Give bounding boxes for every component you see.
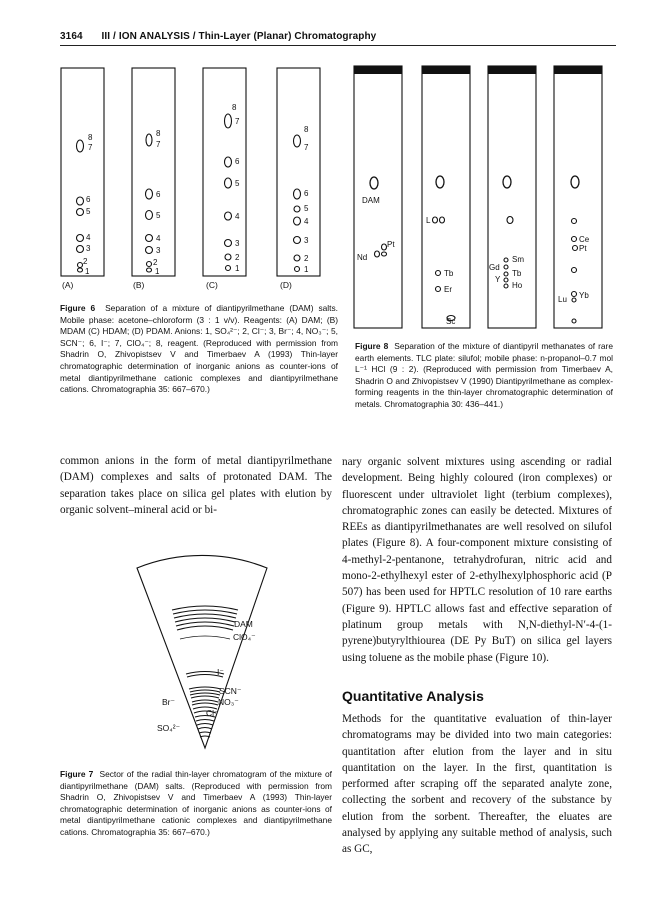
figure-6 xyxy=(58,60,340,295)
spot-num: 8 xyxy=(304,125,309,134)
spot-num: 4 xyxy=(156,234,161,243)
lane-1-spots xyxy=(375,244,387,257)
figure-6-chromatograms xyxy=(58,60,340,295)
spot-num: 5 xyxy=(156,211,161,220)
label-er: Er xyxy=(444,285,452,294)
label-sm: Sm xyxy=(512,255,524,264)
label-clo4: ClO₄⁻ xyxy=(233,632,256,642)
spot-num: 4 xyxy=(304,217,309,226)
spot-num: 5 xyxy=(235,179,240,188)
left-column-paragraph xyxy=(60,453,332,518)
figure-8-caption-label: Figure 8 xyxy=(355,341,389,351)
figure-7-caption xyxy=(60,769,332,839)
spot-number-labels xyxy=(83,103,309,276)
label-tb2: Tb xyxy=(512,269,522,278)
label-pt2: Pt xyxy=(579,244,587,253)
section-heading xyxy=(342,688,484,704)
figure-7-caption-label: Figure 7 xyxy=(60,769,94,779)
spot-num: 6 xyxy=(235,157,240,166)
panel-label-c: (C) xyxy=(206,280,218,290)
sector-outline xyxy=(137,555,267,748)
plate-d xyxy=(277,68,320,276)
element-labels xyxy=(357,196,590,326)
lane-b-spots xyxy=(146,134,153,272)
spot-num: 2 xyxy=(304,254,309,263)
spot-num: 7 xyxy=(88,143,93,152)
label-yb: Yb xyxy=(579,291,589,300)
spot-num: 5 xyxy=(304,204,309,213)
label-sc: Sc xyxy=(446,317,456,326)
label-tb: Tb xyxy=(444,269,454,278)
label-ce: Ce xyxy=(579,235,590,244)
label-la: L xyxy=(426,216,431,225)
spot-num: 1 xyxy=(304,265,309,274)
clo4-band xyxy=(180,636,230,639)
reagent-spots xyxy=(370,176,579,189)
spot-num: 1 xyxy=(155,267,160,276)
label-i: I⁻ xyxy=(217,667,224,677)
spot-num: 4 xyxy=(86,233,91,242)
label-lu: Lu xyxy=(558,295,567,304)
page-number: 3164 xyxy=(60,31,83,42)
right-column-text-1: nary organic solvent mixtures using ascending or radial development. Being highly coloured (iron complexes) or fluorescent under ultraviolet light (terbium complexes), chromatographic zones can easily be detected. Mixtures of REEs as diantipyrilmethanates are well resolved on silufol plates (Figure 8). A four-component mixture consisting of 4-methyl-2-pentanone, tetrahydrofuran, nitric acid and mono-2-ethylhexyl ester of 2-ethylhexylphosphoric acid (P 507) has been used for HPTLC resolution of 10 rare earths (Figure 9). HPTLC allows fast and effective separation of platinum group metals with N,N-diethyl-N′-4-(1-pyrene)butyrylthiourea (DE Py BuT) on silica gel layers using toluene as the mobile phase (Figure 10). xyxy=(342,456,612,664)
label-no3: NO₃⁻ xyxy=(218,697,239,707)
panel-label-a: (A) xyxy=(62,280,74,290)
spot-num: 6 xyxy=(156,190,161,199)
spot-num: 8 xyxy=(88,133,93,142)
spot-num: 3 xyxy=(304,236,309,245)
label-cl: Cl⁻ xyxy=(206,708,219,718)
plate-4 xyxy=(554,66,602,328)
spot-num: 1 xyxy=(235,264,240,273)
panel-label-b: (B) xyxy=(133,280,145,290)
dam-bands xyxy=(172,606,238,630)
solvent-fronts xyxy=(354,66,602,74)
figure-8-caption xyxy=(355,341,613,411)
spot-num: 7 xyxy=(304,143,309,152)
left-column-text: common anions in the form of metal diantipyrilmethane (DAM) complexes and salts of protonated DAM. The separation takes place on silica gel plates with elution by organic solvent–mineral acid or bi- xyxy=(60,455,332,516)
spot-num: 3 xyxy=(86,244,91,253)
spot-num: 2 xyxy=(153,258,158,267)
running-title: III / ION ANALYSIS / Thin-Layer (Planar) Chromatography xyxy=(101,31,377,42)
spot-num: 3 xyxy=(235,239,240,248)
running-header xyxy=(60,31,376,42)
spot-num: 2 xyxy=(235,253,240,262)
spot-num: 8 xyxy=(156,129,161,138)
label-y: Y xyxy=(495,275,501,284)
figure-8 xyxy=(352,64,622,334)
lane-d-spots xyxy=(294,135,301,272)
header-rule xyxy=(60,45,616,46)
spot-num: 7 xyxy=(156,140,161,149)
figure-6-caption-text: Separation of a mixture of diantipyrilmethane (DAM) salts. Mobile phase: acetone–chloroform (3 : 1 v/v). Reagents: (A) DAM; (B) MDAM (C) HDAM; (D) PDAM. Anions: 1, SO₄²⁻; 2, Cl⁻; 3, Br⁻; 4, NO₃⁻; 5, SCN⁻; 6, I⁻; 7, ClO₄⁻; 8, reagent. (Reproduced with permission from Shadrin O, Zhivopistsev V and Timerbaev A (1993) Thin-layer chromatographic determination of inorganic anions as counter-ions of metal diantipyrilmethane cationic complexes and diantipyrilmethane cations. Chromatographia 35: 667–670.) xyxy=(60,303,338,395)
label-ho: Ho xyxy=(512,281,523,290)
label-scn: SCN⁻ xyxy=(219,686,242,696)
figure-7-caption-text: Sector of the radial thin-layer chromatogram of the mixture of diantipyrilmethane (DAM) salts. (Reproduced with permission from Shadrin O, Zhivopistsev V and Timerbaev A (1993) Thin-layer chromatographic determination of inorganic anions as counter-ions of metal diantipyrilmethane cationic complexes and diantipyrilmethane cations. Chromatographia 35: 667–670.) xyxy=(60,769,332,837)
lane-4-spots xyxy=(572,219,578,324)
spot-num: 6 xyxy=(86,195,91,204)
spot-num: 8 xyxy=(232,103,237,112)
right-column-text-2: Methods for the quantitative evaluation of thin-layer chromatograms may be divided into two main categories: quantitation after elution from the layer and in situ quantitation on the layer. In the first, quantitation is performed after scraping off the separated analyte zone, collecting the sorbent and recovery of the substance by elution from the sorbent. Thereafter, the eluates are analysed by applying any suitable method of analysis, such as GC, xyxy=(342,713,612,856)
figure-7 xyxy=(100,540,320,762)
figure-6-caption xyxy=(60,303,338,396)
spot-num: 7 xyxy=(235,117,240,126)
spot-num: 6 xyxy=(304,189,309,198)
figure-6-caption-label: Figure 6 xyxy=(60,303,96,313)
spot-num: 4 xyxy=(235,212,240,221)
plate-a xyxy=(61,68,104,276)
section-heading-text: Quantitative Analysis xyxy=(342,688,484,704)
figure-8-chromatograms xyxy=(352,64,622,334)
label-pt: Pt xyxy=(387,240,395,249)
spot-num: 5 xyxy=(86,207,91,216)
label-so4: SO₄²⁻ xyxy=(157,723,181,733)
plate-b xyxy=(132,68,175,276)
right-column-paragraph-1 xyxy=(342,454,612,666)
label-gd: Gd xyxy=(489,263,500,272)
panel-label-d: (D) xyxy=(280,280,292,290)
spot-num: 3 xyxy=(156,246,161,255)
figure-8-caption-text: Separation of the mixture of diantipyril methanates of rare earth elements. TLC plate: silufol; mobile phase: n-propanol–0.7 mol L⁻¹ HCl (9 : 2). (Reproduced with permission from Timerbaev A, Shadrin O and Zhivopistsev V (1990) Diantipyrilmethane as complex-forming reagents in the thin-layer chromatographic determination of metals. Chromatographia 30: 436–441.) xyxy=(355,341,613,409)
label-nd: Nd xyxy=(357,253,368,262)
label-br: Br⁻ xyxy=(162,697,175,707)
right-column-paragraph-2 xyxy=(342,711,612,858)
lane-a-spots xyxy=(77,140,84,272)
lane-c-spots xyxy=(225,114,232,271)
panel-labels xyxy=(62,280,292,290)
figure-7-radial-chromatogram xyxy=(100,540,320,762)
spot-num: 1 xyxy=(85,267,90,276)
label-dam: DAM xyxy=(234,619,253,629)
spot-num: 2 xyxy=(83,257,88,266)
label-dam: DAM xyxy=(362,196,380,205)
